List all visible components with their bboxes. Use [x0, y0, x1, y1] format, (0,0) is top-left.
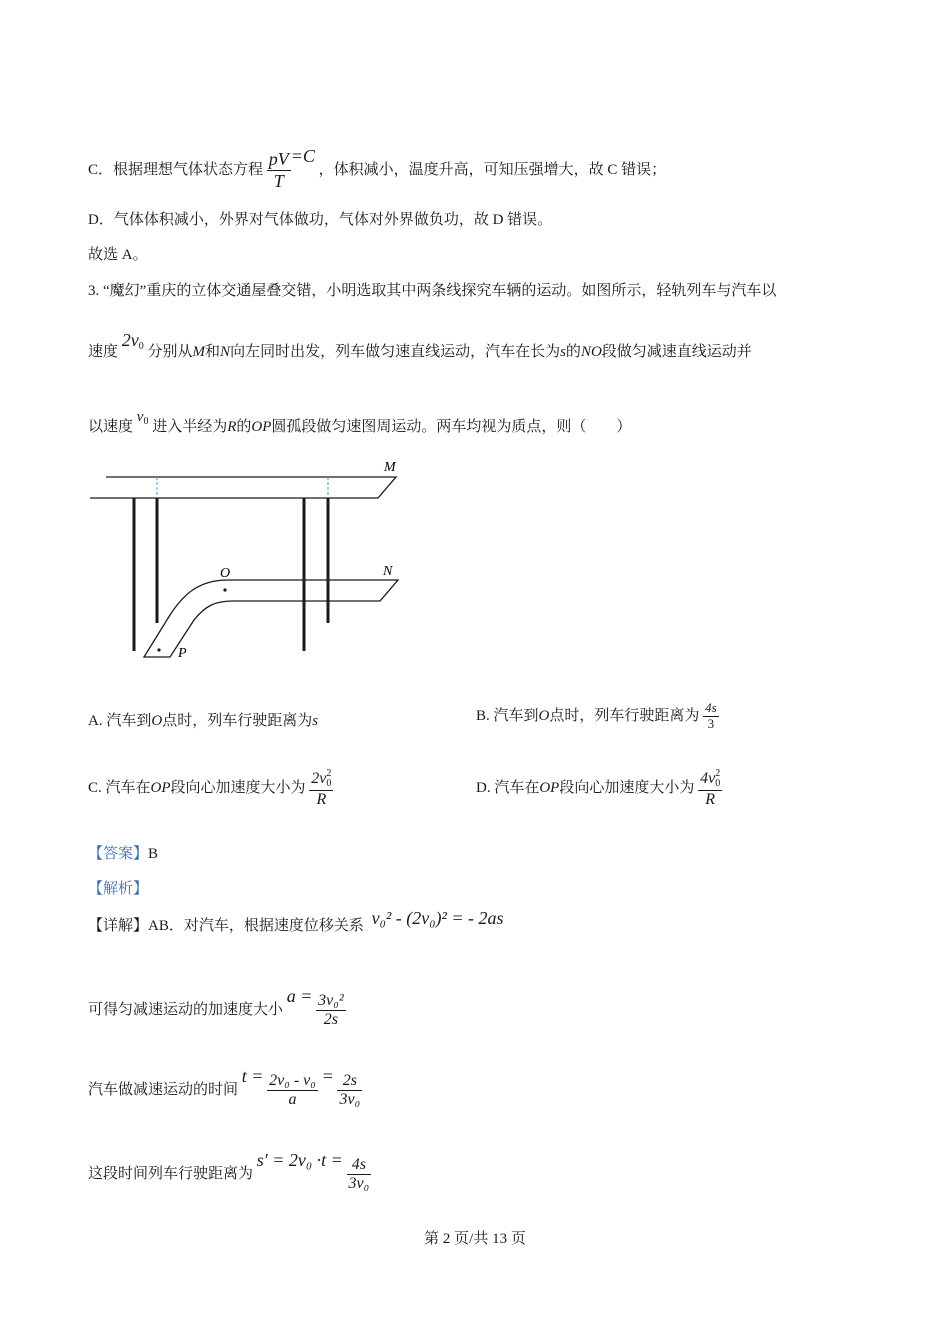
answer [88, 842, 158, 863]
option-a: A. 汽车到O点时，列车行驶距离为s [88, 713, 319, 729]
page-footer: 第 2 页/共 13 页 [424, 1231, 526, 1247]
ideal-gas-fraction: $\frac{pV}{T}$ [268, 149, 289, 192]
ideal-gas-eq: =C [290, 146, 315, 166]
option-d: D. 汽车在OP段向心加速度大小为 $\frac{4v_0^2}{R}$ [476, 768, 721, 808]
option-b: B. 汽车到O点时，列车行驶距离为 $\frac{4s}{3}$ [476, 700, 717, 732]
answer-value: B [148, 846, 159, 862]
label-o: O [220, 566, 231, 581]
label-p: P [178, 646, 187, 661]
detail: 【详解】AB．对汽车，根据速度位移关系 v₀² - (2v₀)² = - 2as [88, 908, 504, 934]
speed-v0: $v_0$ [136, 409, 149, 427]
option-c-prev [88, 128, 667, 192]
option-d-prev: D．气体体积减小，外界对气体做功，气体对外界做负功，故 D 错误。 [88, 212, 553, 228]
option-b-fraction: $\frac{4s}{3}$ [705, 700, 717, 732]
step-1: 可得匀减速运动的加速度大小 a = $\frac{\text{3v₀²}}{2s}$ [88, 986, 344, 1029]
analysis-label: 【解析】 [88, 881, 149, 897]
option-c-fraction: $\frac{2v_0^2}{R}$ [311, 768, 332, 808]
point-p [157, 648, 160, 651]
step-2: 汽车做减速运动的时间 t = $\frac{\text{2v₀ - v₀}}{a}$ = $\frac{2s}{\text{3v₀}}$ [88, 1066, 361, 1109]
time-fraction-1: $\frac{\text{2v₀ - v₀}}{a}$ [269, 1071, 316, 1109]
acceleration-fraction: $\frac{\text{3v₀²}}{2s}$ [318, 991, 344, 1029]
time-fraction-2: $\frac{2s}{\text{3v₀}}$ [339, 1071, 361, 1109]
option-c: C. 汽车在OP段向心加速度大小为 $\frac{2v_0^2}{R}$ [88, 768, 332, 808]
step-3: 这段时间列车行驶距离为 s′ = 2v₀ ·t = $\frac{4s}{\text{3v₀}}$ [88, 1150, 370, 1193]
point-o [223, 588, 226, 591]
traffic-diagram [88, 455, 408, 665]
velocity-displacement-formula: v₀² - (2v₀)² = - 2as [371, 908, 504, 928]
option-c-suffix: ，体积减小，温度升高，可知压强增大，故 C 错误； [318, 162, 667, 178]
distance-fraction: $\frac{4s}{\text{3v₀}}$ [348, 1155, 370, 1193]
option-d-fraction: $\frac{4v_0^2}{R}$ [700, 768, 721, 808]
choose-text: 故选 A。 [88, 247, 148, 263]
track-m [90, 477, 396, 498]
speed-2v0: $2v_0$ [121, 330, 144, 352]
question-line-2: 速度 $2v_0$ 分别从M和N向左同时出发，列车做匀速直线运动，汽车在长为s的NO段做匀减速直线运动并 [88, 330, 752, 360]
question-line-3: 以速度 $v_0$ 进入半经为R的OP圆孤段做匀速图周运动。两车均视为质点，则（ ） [88, 409, 632, 435]
label-m: M [384, 460, 396, 475]
label-n: N [383, 564, 393, 579]
question-line-1: 3. “魔幻”重庆的立体交通屋叠交错，小明选取其中两条线探究车辆的运动。如图所示，轻轨列车与汽车以 [88, 283, 777, 299]
answer-label: 【答案】 [88, 846, 149, 862]
option-c-prefix: C．根据理想气体状态方程 [88, 162, 264, 178]
detail-label: 【详解】 [88, 918, 149, 934]
